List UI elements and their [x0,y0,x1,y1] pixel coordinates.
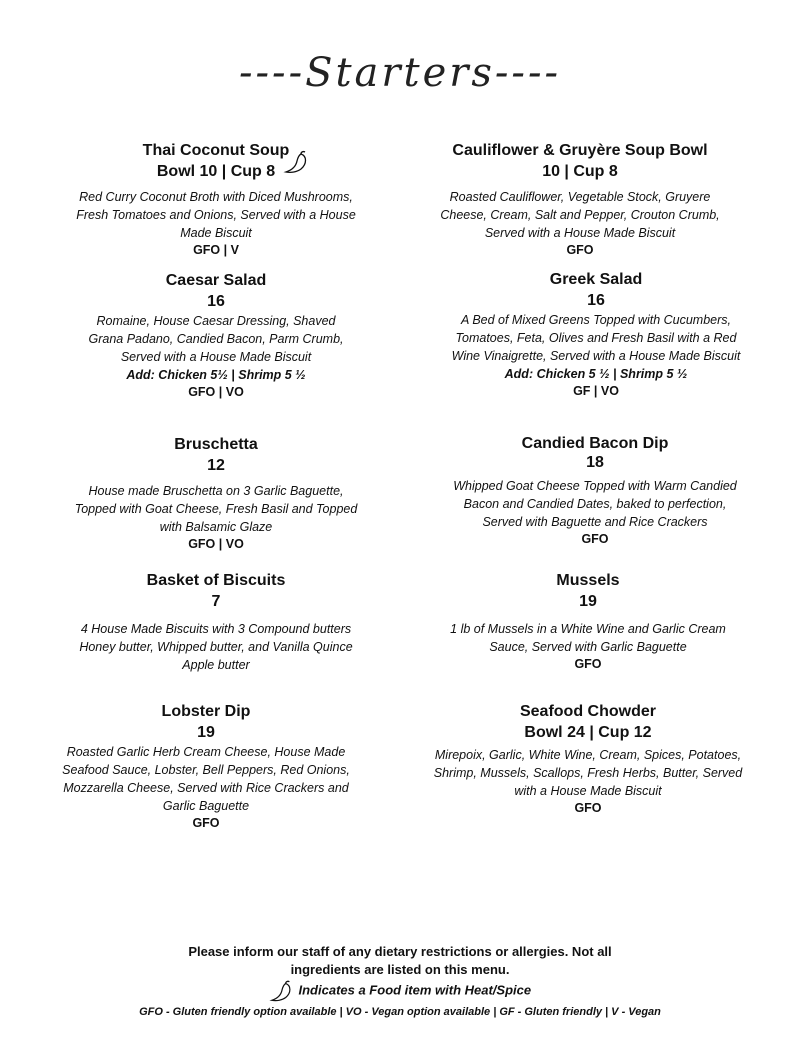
item-description: Romaine, House Caesar Dressing, Shaved Grana Padano, Candied Bacon, Parm Crumb, Served with a House Made Biscuit [88,314,344,364]
menu-item-mussels [440,570,736,673]
item-name: Mussels [556,572,620,589]
item-price: Bowl 10 | Cup 8 [156,163,276,180]
item-name: Caesar Salad [165,272,267,289]
item-description: Red Curry Coconut Broth with Diced Mushrooms, Fresh Tomatoes and Onions, Served with a House Made Biscuit [76,190,356,240]
item-dietary-tags: GFO | VO [188,537,244,551]
item-name: Thai Coconut Soup [142,142,290,159]
menu-item-cauliflower-gruyere-soup [430,140,730,259]
item-dietary-tags: GFO [574,657,602,671]
item-price: 19 [197,724,215,741]
item-description: Roasted Cauliflower, Vegetable Stock, Gruyere Cheese, Cream, Salt and Pepper, Crouton Crumb, Served with a House Made Biscuit [440,190,720,240]
item-price: 16 [207,293,225,310]
item-price: 19 [579,593,597,610]
item-description: Mirepoix, Garlic, White Wine, Cream, Spices, Potatoes, Shrimp, Mussels, Scallops, Fresh Herbs, Butter, Served with a House Made Biscuit [433,748,743,798]
item-price: 16 [587,292,605,309]
item-add-ons: Add: Chicken 5½ | Shrimp 5 ½ [126,368,306,382]
item-dietary-tags: GFO [581,532,609,546]
item-dietary-tags: GFO [192,816,220,830]
item-name: Bruschetta [174,436,258,453]
item-dietary-tags: GFO | V [193,243,239,257]
item-description: 1 lb of Mussels in a White Wine and Garlic Cream Sauce, Served with Garlic Baguette [450,622,726,654]
item-price: Bowl 24 | Cup 12 [524,724,652,741]
heat-legend-text: Indicates a Food item with Heat/Spice [298,982,532,998]
item-description: House made Bruschetta on 3 Garlic Baguette, Topped with Goat Cheese, Fresh Basil and Topped with Balsamic Glaze [74,484,358,534]
chili-pepper-icon [283,148,311,176]
chili-pepper-icon [269,978,295,1004]
menu-item-basket-of-biscuits [72,570,360,674]
item-description: Roasted Garlic Herb Cream Cheese, House Made Seafood Sauce, Lobster, Bell Peppers, Red Onions, Mozzarella Cheese, Served with Rice Crackers and Garlic Baguette [62,745,350,813]
item-name: Candied Bacon Dip [521,435,669,452]
item-price: 18 [586,454,604,471]
menu-item-seafood-chowder [428,701,748,817]
dietary-key: GFO - Gluten friendly option available | VO - Vegan option available | GF - Gluten friendly | V - Vegan [139,1006,661,1018]
heat-legend [0,978,800,1004]
item-name: Lobster Dip [161,703,251,720]
item-description: Whipped Goat Cheese Topped with Warm Candied Bacon and Candied Dates, baked to perfection, Served with Baguette and Rice Crackers [453,479,737,529]
item-dietary-tags: GF | VO [573,384,619,398]
item-name: Seafood Chowder [519,703,656,720]
item-dietary-tags: GFO [574,801,602,815]
item-description: A Bed of Mixed Greens Topped with Cucumbers, Tomatoes, Feta, Olives and Fresh Basil with a Red Wine Vinaigrette, Served with a House Made Biscuit [451,313,741,363]
item-description: 4 House Made Biscuits with 3 Compound butters Honey butter, Whipped butter, and Vanilla Quince Apple butter [79,622,353,672]
menu-item-caesar-salad [80,270,352,401]
allergy-notice-text: Please inform our staff of any dietary restrictions or allergies. Not all ingredients are listed on this menu. [188,944,612,977]
menu-item-bruschetta [72,434,360,553]
menu-item-candied-bacon-dip [450,433,740,548]
item-name: Greek Salad [549,271,643,288]
item-price: 12 [207,457,225,474]
item-name: Cauliflower & Gruyère Soup Bowl [452,142,708,159]
item-name: Basket of Biscuits [146,572,286,589]
item-dietary-tags: GFO | VO [188,385,244,399]
item-add-ons: Add: Chicken 5 ½ | Shrimp 5 ½ [504,367,688,381]
menu-item-greek-salad [450,269,742,400]
menu-item-lobster-dip [62,701,350,832]
menu-title: ----Starters---- [239,50,561,96]
menu-item-thai-coconut-soup [70,140,362,259]
item-price: 10 | Cup 8 [542,163,618,180]
item-dietary-tags: GFO [566,243,594,257]
allergy-notice [0,943,800,979]
item-price: 7 [211,593,221,610]
